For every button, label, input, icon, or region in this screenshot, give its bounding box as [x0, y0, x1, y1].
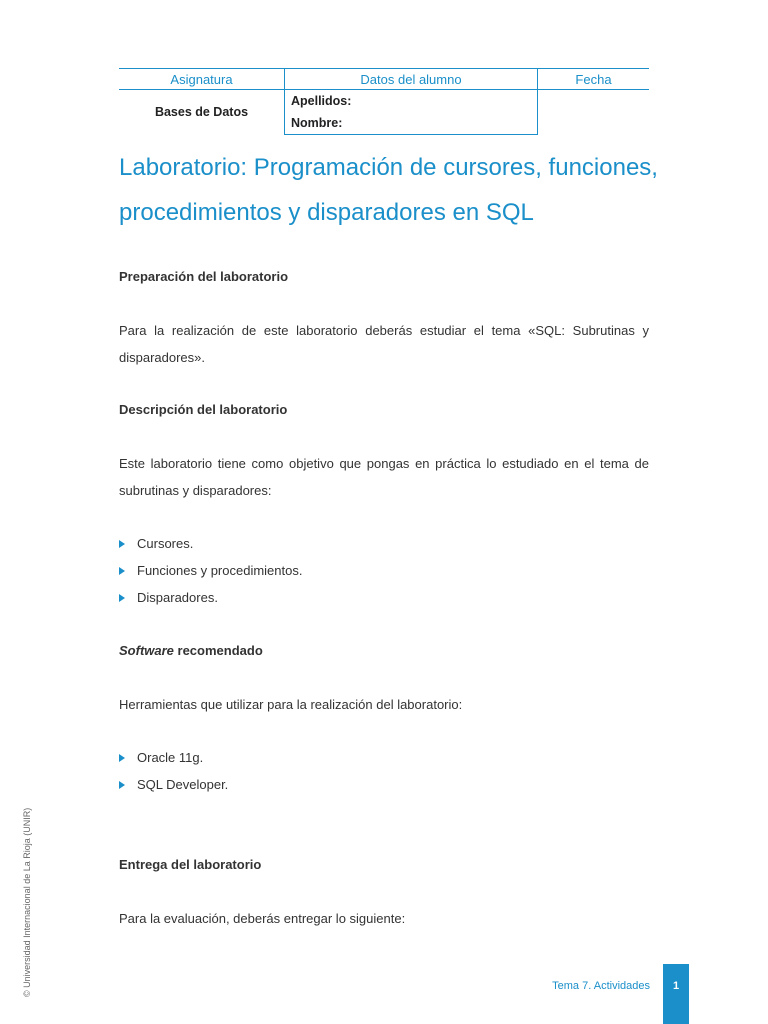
triangle-right-icon	[119, 540, 125, 548]
software-text: Herramientas que utilizar para la realización del laboratorio:	[119, 697, 463, 712]
list-item: Cursores.	[119, 530, 302, 557]
triangle-right-icon	[119, 754, 125, 762]
copyright-text: © Universidad Internacional de La Rioja (UNIR)	[22, 807, 32, 997]
delivery-text: Para la evaluación, deberás entregar lo siguiente:	[119, 911, 406, 926]
triangle-right-icon	[119, 567, 125, 575]
name-label: Nombre:	[285, 112, 538, 135]
desc-heading: Descripción del laboratorio	[119, 402, 288, 417]
subject-name: Bases de Datos	[119, 90, 285, 135]
prep-heading: Preparación del laboratorio	[119, 269, 289, 284]
list-item: SQL Developer.	[119, 771, 228, 798]
list-item: Disparadores.	[119, 584, 302, 611]
page-number-box	[663, 964, 689, 1024]
header-col-student: Datos del alumno	[285, 69, 538, 90]
header-col-subject: Asignatura	[119, 69, 285, 90]
footer-topic: Tema 7. Actividades	[552, 980, 650, 992]
list-item: Oracle 11g.	[119, 744, 228, 771]
header-table	[119, 68, 649, 135]
software-list	[119, 744, 228, 798]
software-heading: Software recomendado	[119, 643, 263, 658]
prep-text: Para la realización de este laboratorio deberás estudiar el tema «SQL: Subrutinas y disparadores».	[119, 323, 649, 365]
triangle-right-icon	[119, 594, 125, 602]
date-cell	[538, 90, 650, 135]
triangle-right-icon	[119, 781, 125, 789]
desc-text: Este laboratorio tiene como objetivo que pongas en práctica lo estudiado en el tema de subrutinas y disparadores:	[119, 456, 649, 498]
list-item: Funciones y procedimientos.	[119, 557, 302, 584]
page-title: Laboratorio: Programación de cursores, funciones, procedimientos y disparadores en SQL	[119, 154, 658, 226]
delivery-heading: Entrega del laboratorio	[119, 857, 262, 872]
surname-label: Apellidos:	[285, 90, 538, 113]
page-number: 1	[672, 980, 680, 992]
desc-list	[119, 530, 302, 611]
header-col-date: Fecha	[538, 69, 650, 90]
